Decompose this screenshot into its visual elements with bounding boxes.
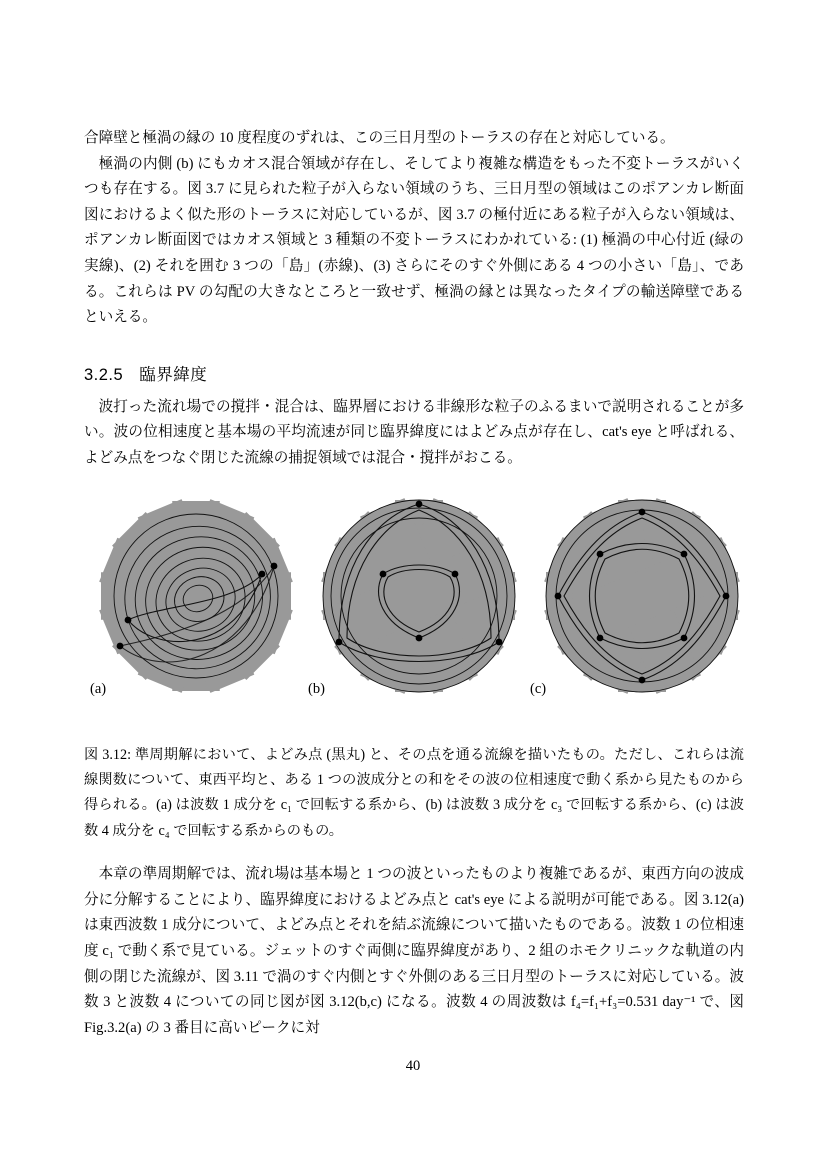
panel-label-c: (c) (530, 680, 547, 697)
paragraph-2: 極渦の内側 (b) にもカオス混合領域が存在し、そしてより複雑な構造をもった不変トーラスがいくつも存在する。図 3.7 に見られた粒子が入らない領域のうち、三日月型の領域はこのポアンカレ断面図におけるよく似た形のトーラスに対応しているが、図 3.7 の極付近にある粒子が入らない領域は、ポアンカレ断面図ではカオス領域と 3 種類の不変トーラスにわかれている: (1) 極渦の中心付近 (緑の実線)、(2) それを囲む 3 つの「島」(赤線)、(3) さらにそのすぐ外側にある 4 つの小さい「島」、である。これらは PV の勾配の大きなところと一致せず、極渦の縁とは異なったタイプの輸送障壁であるといえる。 (84, 155, 744, 326)
section-title: 臨界緯度 (139, 365, 208, 384)
paragraph-4: 本章の準周期解では、流れ場は基本場と 1 つの波といったものより複雑であるが、東西方向の波成分に分解することにより、臨界緯度におけるよどみ点と cat's eye による説明が可能である。図 3.12(a) は東西波数 1 成分について、よどみ点とそれを結ぶ流線について描いたものである。波数 1 の位相速度 c₁ で動く系で見ている。ジェットのすぐ両側に臨界緯度があり、2 組のホモクリニックな軌道の内側の閉じた流線が、図 3.11 で渦のすぐ内側とすぐ外側のある三日月型のトーラスに対応している。波数 3 と波数 4 についての同じ図が図 3.12(b,c) になる。波数 4 の周波数は f₄=f₁+f₃=0.531 day⁻¹ で、図 Fig.3.2(a) の 3 番目に高いピークに対 (84, 866, 744, 1036)
paragraph-1: 合障壁と極渦の縁の 10 度程度のずれは、この三日月型のトーラスの存在と対応している。 (84, 130, 675, 146)
page-number: 40 (405, 1058, 421, 1074)
panel-label-b: (b) (308, 680, 325, 697)
figure-3-12 (84, 496, 744, 721)
panel-a-plot (84, 496, 320, 720)
paragraph-3: 波打った流れ場での撹拌・混合は、臨界層における非線形な粒子のふるまいで説明されることが多い。波の位相速度と基本場の平均流速が同じ臨界緯度にはよどみ点が存在し、cat's eye と呼ばれる、よどみ点をつなぐ閉じた流線の捕捉領域では混合・撹拌がおこる。 (84, 398, 744, 466)
page-content (84, 126, 744, 1041)
figure-caption: 図 3.12: 準周期解において、よどみ点 (黒丸) と、その点を通る流線を描いたもの。ただし、これらは流線関数について、東西平均と、ある 1 つの波成分との和をその波の位相速度で動く系から見たものから得られる。(a) は波数 1 成分を c₁ で回転する系から、(b) は波数 3 成分を c₃ で回転する系から、(c) は波数 4 成分を c₄ で回転する系からのもの。 (84, 746, 744, 839)
panel-label-a: (a) (90, 680, 107, 697)
panel-b-plot (294, 496, 545, 721)
figure-svg (84, 496, 744, 721)
section-number: 3.2.5 (84, 365, 124, 384)
section-heading (84, 361, 744, 385)
panel-c-plot (517, 496, 744, 721)
